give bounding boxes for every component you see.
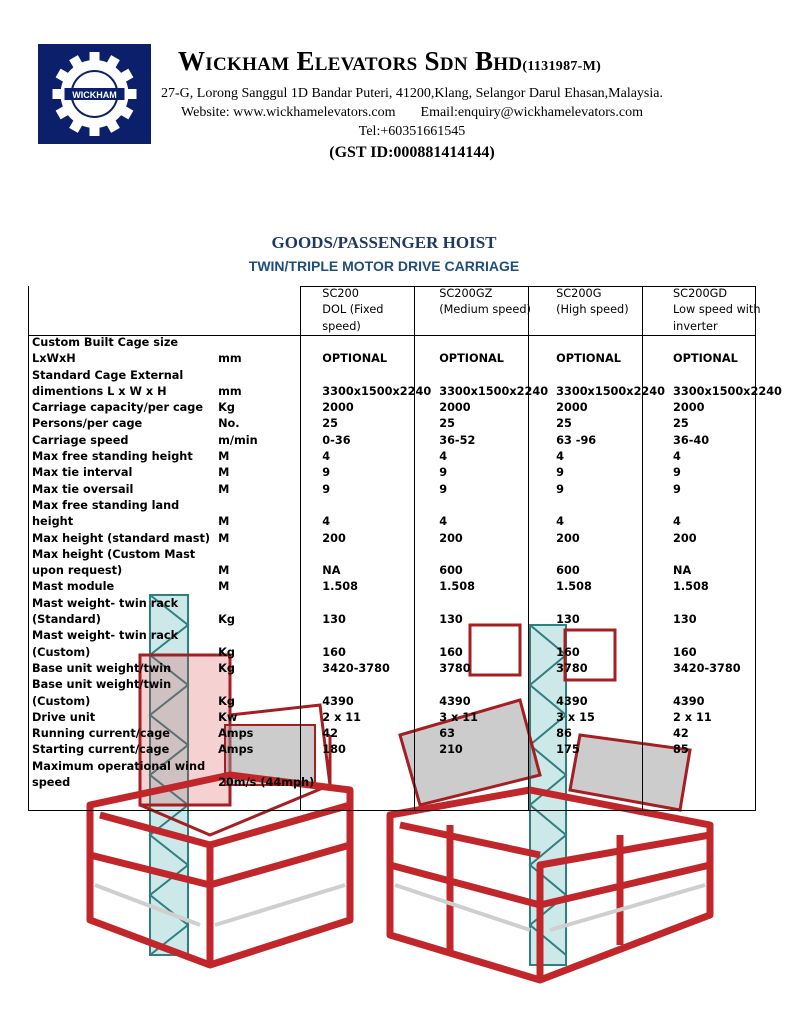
row-value: 9 xyxy=(556,466,564,480)
row-unit: Kw xyxy=(218,710,238,724)
company-website: Website: www.wickhamelevators.com xyxy=(181,105,396,120)
table-row xyxy=(28,368,786,401)
row-value: 200 xyxy=(673,531,697,545)
row-value: 4 xyxy=(439,450,448,464)
row-unit: M xyxy=(218,564,230,578)
row-value: 3780 xyxy=(439,661,471,675)
row-unit: M xyxy=(218,515,230,529)
row-value: 2000 xyxy=(439,401,471,415)
row-value: 1.508 xyxy=(322,580,359,594)
row-value: 160 xyxy=(673,645,697,659)
company-name-line xyxy=(178,46,601,77)
row-value: 3420-3780 xyxy=(322,661,390,675)
row-value: 4390 xyxy=(556,694,588,708)
row-value: 1.508 xyxy=(673,580,709,594)
row-value: 3 x 11 xyxy=(439,710,478,724)
row-unit: Kg xyxy=(218,613,235,627)
row-label: Max free standing land height xyxy=(32,498,180,529)
row-label: Max tie interval xyxy=(32,466,133,480)
table-row xyxy=(28,726,786,742)
table-row xyxy=(28,628,786,661)
table-row xyxy=(28,579,786,595)
row-value: 1.508 xyxy=(556,580,592,594)
row-value: NA xyxy=(322,564,341,578)
table-row xyxy=(28,661,786,677)
row-value: 4 xyxy=(673,515,681,529)
row-value: OPTIONAL xyxy=(673,352,738,366)
row-value: 63 -96 xyxy=(556,433,597,447)
row-value: 42 xyxy=(673,727,689,741)
row-value: 4 xyxy=(322,515,331,529)
row-label: Standard Cage External dimentions L x W x H xyxy=(32,368,184,398)
row-value: 200 xyxy=(322,531,346,545)
company-name: Wickham Elevators Sdn Bhd xyxy=(178,46,523,76)
row-unit: Amps xyxy=(218,727,254,741)
company-email: Email:enquiry@wickhamelevators.com xyxy=(420,105,643,120)
row-value: 3 x 15 xyxy=(556,710,595,724)
row-value: 4 xyxy=(439,515,448,529)
row-value: 4 xyxy=(673,450,681,464)
row-value: 2000 xyxy=(673,401,705,415)
row-value: 9 xyxy=(439,482,448,496)
row-value: OPTIONAL xyxy=(322,352,388,366)
table-row xyxy=(28,400,786,416)
row-value: 3300x1500x2240 xyxy=(322,384,432,398)
row-value: 86 xyxy=(556,727,572,741)
row-value: 3300x1500x2240 xyxy=(556,384,666,398)
row-value: 0-36 xyxy=(322,433,351,447)
row-unit: M xyxy=(218,580,230,594)
row-unit: Kg xyxy=(218,645,235,659)
table-row xyxy=(28,759,786,792)
table-row xyxy=(28,433,786,449)
row-value: 600 xyxy=(556,564,580,578)
row-unit: 20m/s (44mph) xyxy=(218,776,315,790)
row-value: 36-52 xyxy=(439,433,476,447)
row-value: 2000 xyxy=(322,401,354,415)
table-row xyxy=(28,596,786,629)
row-unit: M xyxy=(218,482,230,496)
row-label: Persons/per cage xyxy=(32,417,143,431)
row-value: 3300x1500x2240 xyxy=(439,384,549,398)
row-label: Mast weight- twin rack (Standard) xyxy=(32,596,179,627)
table-row xyxy=(28,335,786,368)
row-value: 3300x1500x2240 xyxy=(673,384,782,398)
row-value: 25 xyxy=(673,417,689,431)
row-label: Carriage capacity/per cage xyxy=(32,401,204,415)
row-value: 2000 xyxy=(556,401,588,415)
row-value xyxy=(552,759,669,792)
row-value: 160 xyxy=(439,645,463,659)
row-unit: m/min xyxy=(218,433,258,447)
row-value: 4390 xyxy=(439,694,471,708)
table-row xyxy=(28,449,786,465)
row-label: Starting current/cage xyxy=(32,743,170,757)
row-label: Carriage speed xyxy=(32,433,129,447)
row-value: 25 xyxy=(322,417,339,431)
row-label: Maximum operational wind speed xyxy=(32,759,206,790)
row-value: 130 xyxy=(322,613,346,627)
row-unit: Kg xyxy=(218,661,235,675)
table-row xyxy=(28,547,786,580)
row-value: 85 xyxy=(673,743,689,757)
table-row xyxy=(28,677,786,710)
row-value: 210 xyxy=(439,743,463,757)
logo-text: WICKHAM xyxy=(72,90,117,100)
row-label: Max tie oversail xyxy=(32,482,134,496)
row-value: NA xyxy=(673,564,692,578)
table-row xyxy=(28,742,786,758)
row-label: Base unit weight/twin (Custom) xyxy=(32,678,172,708)
row-value: 9 xyxy=(673,482,681,496)
row-label: Mast module xyxy=(32,580,115,594)
row-unit: No. xyxy=(218,417,240,431)
company-contacts xyxy=(56,105,768,121)
row-label: Max height (Custom Mast upon request) xyxy=(32,547,196,578)
row-value: 200 xyxy=(439,531,463,545)
row-value: 2 x 11 xyxy=(322,710,362,724)
row-value: 3420-3780 xyxy=(673,661,741,675)
row-value: 3780 xyxy=(556,661,588,675)
table-row xyxy=(28,416,786,432)
row-value: 36-40 xyxy=(673,433,710,447)
document-subtitle: TWIN/TRIPLE MOTOR DRIVE CARRIAGE xyxy=(248,258,520,274)
table-row xyxy=(28,498,786,531)
table-row xyxy=(28,710,786,726)
row-unit: M xyxy=(218,466,230,480)
document-title: GOODS/PASSENGER HOIST xyxy=(271,233,497,252)
row-value: 130 xyxy=(673,613,697,627)
row-value xyxy=(435,759,552,792)
row-label: Base unit weight/twin xyxy=(32,661,172,675)
row-label: Mast weight- twin rack (Custom) xyxy=(32,629,179,659)
row-value: 160 xyxy=(556,645,580,659)
row-value: 4 xyxy=(556,450,564,464)
spec-table xyxy=(28,286,786,791)
row-value: 180 xyxy=(322,743,346,757)
gst-id: (GST ID:000881414144) xyxy=(329,144,495,161)
row-label: Max height (standard mast) xyxy=(32,531,211,545)
row-value: 9 xyxy=(439,466,448,480)
row-unit: mm xyxy=(218,352,242,366)
row-value: 25 xyxy=(556,417,572,431)
row-value: 160 xyxy=(322,645,346,659)
col-header-sc200g: SC200G (High speed) xyxy=(556,287,629,317)
row-label: Custom Built Cage size LxWxH xyxy=(32,336,179,366)
row-value: 4390 xyxy=(673,694,705,708)
row-value: 1.508 xyxy=(439,580,475,594)
row-value: 175 xyxy=(556,743,580,757)
row-unit: mm xyxy=(218,384,242,398)
row-value: 25 xyxy=(439,417,455,431)
row-value: 63 xyxy=(439,727,455,741)
row-value: 9 xyxy=(673,466,681,480)
table-row xyxy=(28,482,786,498)
col-header-sc200: SC200 DOL (Fixed speed) xyxy=(322,287,384,333)
row-label: Drive unit xyxy=(32,710,96,724)
row-value: 9 xyxy=(322,482,331,496)
company-tel: Tel:+60351661545 xyxy=(358,124,466,139)
row-unit: Kg xyxy=(218,401,235,415)
row-value: 600 xyxy=(439,564,463,578)
row-value: 9 xyxy=(322,466,331,480)
row-value: 9 xyxy=(556,482,564,496)
table-header-row xyxy=(28,286,786,335)
table-row xyxy=(28,531,786,547)
row-value xyxy=(318,759,435,792)
company-reg-number: (1131987-M) xyxy=(522,59,602,74)
row-value: 2 x 11 xyxy=(673,710,712,724)
col-header-sc200gd: SC200GD Low speed with inverter xyxy=(673,287,761,333)
row-unit: M xyxy=(218,531,230,545)
col-header-sc200gz: SC200GZ (Medium speed) xyxy=(439,287,531,317)
row-unit: Amps xyxy=(218,743,254,757)
company-address: 27-G, Lorong Sanggul 1D Bandar Puteri, 41200,Klang, Selangor Darul Ehasan,Malaysia. xyxy=(161,86,663,101)
row-value xyxy=(669,759,786,792)
row-value: OPTIONAL xyxy=(439,352,504,366)
row-unit: Kg xyxy=(218,694,235,708)
row-value: 4390 xyxy=(322,694,354,708)
row-unit: M xyxy=(218,450,230,464)
row-value: 4 xyxy=(556,515,564,529)
row-value: OPTIONAL xyxy=(556,352,621,366)
row-value: 42 xyxy=(322,727,339,741)
row-value: 4 xyxy=(322,450,331,464)
row-value: 200 xyxy=(556,531,580,545)
row-value: 130 xyxy=(439,613,463,627)
table-row xyxy=(28,465,786,481)
row-label: Running current/cage xyxy=(32,727,170,741)
row-value: 130 xyxy=(556,613,580,627)
row-label: Max free standing height xyxy=(32,450,193,464)
